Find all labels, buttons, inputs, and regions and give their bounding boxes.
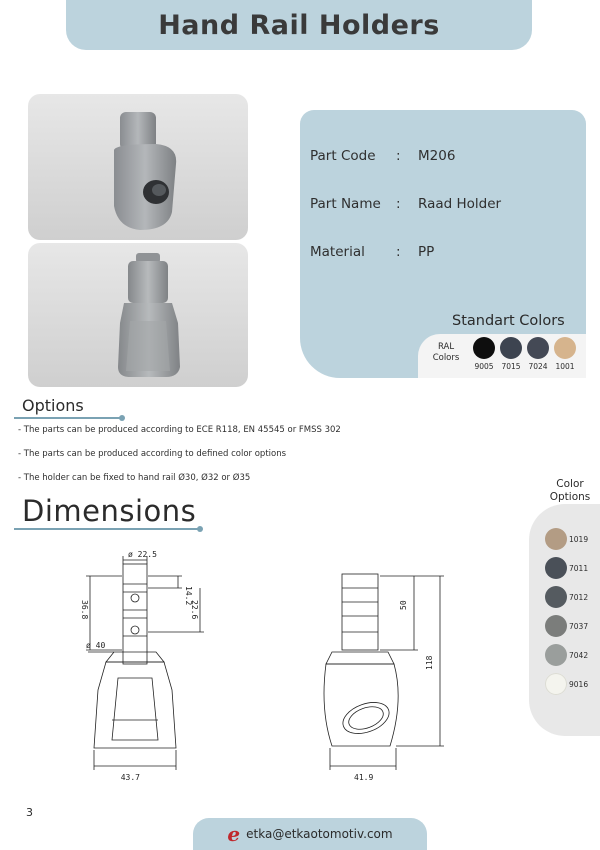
color-option-dot: [545, 644, 567, 666]
material-value: PP: [418, 244, 435, 260]
contact-email[interactable]: etka@etkaotomotiv.com: [246, 827, 393, 841]
page-title: Hand Rail Holders: [158, 9, 440, 41]
ral-swatch-dot: [500, 337, 522, 359]
ral-swatch-0: [473, 337, 495, 371]
part-name-value: Raad Holder: [418, 196, 502, 212]
color-option-item: [545, 528, 588, 550]
ral-swatch-code: 7024: [528, 362, 548, 371]
ral-swatch-code: 7015: [501, 362, 521, 371]
color-option-code: 9016: [569, 679, 589, 689]
dim-side-d1: 50: [399, 600, 408, 610]
color-option-code: 7012: [569, 592, 589, 602]
material-row: [310, 244, 434, 260]
color-option-item: [545, 673, 588, 695]
dim-top-diameter: ø 22.5: [128, 550, 157, 559]
option-item: - The parts can be produced according to ECE R118, EN 45545 or FMSS 302: [18, 425, 341, 435]
material-label: Material: [310, 244, 365, 260]
part-code-value: M206: [418, 148, 456, 164]
part-code-separator: :: [396, 148, 401, 164]
ral-swatch-2: [527, 337, 549, 371]
color-option-dot: [545, 528, 567, 550]
dimensions-underline: [14, 528, 200, 530]
ral-swatch-dot: [473, 337, 495, 359]
part-info-panel: [300, 110, 586, 378]
color-option-dot: [545, 557, 567, 579]
ral-swatch-code: 9005: [474, 362, 494, 371]
material-separator: :: [396, 244, 401, 260]
ral-swatch-dot: [554, 337, 576, 359]
product-photo-front: [28, 243, 248, 387]
part-code-row: [310, 148, 455, 164]
company-logo: e: [227, 822, 241, 846]
ral-swatch-1: [500, 337, 522, 371]
ral-swatch-dot: [527, 337, 549, 359]
dim-side-d2: 118: [425, 655, 434, 670]
color-option-code: 7037: [569, 621, 589, 631]
contact-bar: [193, 818, 427, 850]
dim-base-diameter: ø 40: [86, 641, 106, 650]
color-option-dot: [545, 586, 567, 608]
part-name-row: [310, 196, 501, 212]
color-options-title: Color Options: [549, 478, 591, 503]
color-options-panel: [529, 504, 600, 736]
color-option-code: 1019: [569, 534, 589, 544]
ral-swatch-3: [554, 337, 576, 371]
standard-colors-title: Standart Colors: [452, 313, 565, 329]
color-option-item: [545, 644, 588, 666]
option-item: - The holder can be fixed to hand rail Ø30, Ø32 or Ø35: [18, 473, 251, 483]
dim-front-d3: 22.6: [190, 600, 199, 620]
side-view: [324, 574, 444, 782]
title-bar: [66, 0, 532, 50]
color-option-item: [545, 586, 588, 608]
option-item: - The parts can be produced according to defined color options: [18, 449, 287, 459]
product-photo-angle: [28, 94, 248, 240]
color-option-code: 7011: [569, 563, 589, 573]
dimensions-heading: Dimensions: [22, 494, 197, 528]
color-option-dot: [545, 615, 567, 637]
ral-swatch-code: 1001: [555, 362, 575, 371]
color-option-item: [545, 615, 588, 637]
ral-colors-box: [418, 334, 586, 378]
color-option-dot: [545, 673, 567, 695]
options-heading: Options: [22, 396, 84, 415]
ral-colors-label: RAL Colors: [432, 342, 460, 363]
dim-side-width: 41.9: [354, 773, 374, 782]
dim-front-d2: 36.8: [80, 600, 89, 620]
page-number: 3: [26, 806, 33, 819]
part-code-label: Part Code: [310, 148, 376, 164]
front-view: [80, 550, 204, 782]
color-option-code: 7042: [569, 650, 589, 660]
options-underline: [14, 417, 122, 419]
dim-front-width: 43.7: [120, 773, 140, 782]
technical-drawing: [60, 540, 460, 785]
color-option-item: [545, 557, 588, 579]
dim-front-d1: 14.2: [184, 586, 193, 606]
part-name-label: Part Name: [310, 196, 381, 212]
part-name-separator: :: [396, 196, 401, 212]
